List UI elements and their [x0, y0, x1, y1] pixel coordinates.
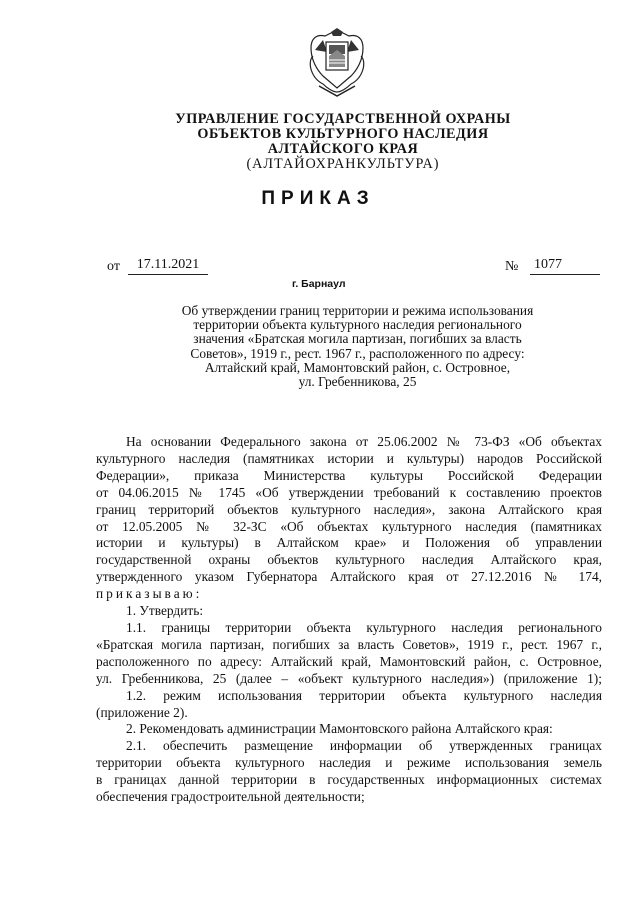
subject-line: значения «Братская могила партизан, погибших за власть	[193, 331, 522, 347]
body-line: расположенного по адресу: Алтайский край, Мамонтовский район, с. Островное,	[96, 653, 602, 669]
body-line: утвержденного указом Губернатора Алтайского края от 27.12.2016 № 174,	[96, 569, 602, 585]
body-line: государственной охраны объектов культурного наследия Алтайского края,	[96, 552, 602, 568]
body-line: 1.1. границы территории объекта культурного наследия регионального	[126, 619, 602, 635]
coat-of-arms-icon	[305, 26, 369, 100]
body-line: 1.2. режим использования территории объекта культурного наследия	[126, 687, 602, 703]
body-line: Федерации», приказа Министерства культуры Российской Федерации	[96, 467, 602, 483]
authority-header	[150, 112, 536, 172]
header-line: УПРАВЛЕНИЕ ГОСУДАРСТВЕННОЙ ОХРАНЫ	[175, 111, 511, 127]
number-label: №	[505, 259, 519, 274]
body-line: границ территорий объектов культурного наследия», закона Алтайского края	[96, 501, 602, 517]
document-subject	[150, 304, 565, 389]
clause-1: 1. Утвердить:	[126, 603, 204, 619]
subject-line: территории объекта культурного наследия регионального	[193, 317, 522, 333]
body-line: от 04.06.2015 № 1745 «Об утверждении требований к составлению проектов	[96, 484, 602, 500]
clause-2: 2. Рекомендовать администрации Мамонтовского района Алтайского края:	[126, 721, 553, 737]
order-word: приказываю:	[96, 586, 203, 602]
body-line: «Братская могила партизан, погибших за власть Советов», 1919 г., рест. 1967 г.,	[96, 636, 602, 652]
body-line: истории и культуры) в Алтайском крае» и Положения об управлении	[96, 535, 602, 551]
header-abbreviation: (АЛТАЙОХРАНКУЛЬТУРА)	[246, 156, 440, 172]
body-line: культурного наследия (памятниках истории и культуры) народов Российской	[96, 450, 602, 466]
header-line: ОБЪЕКТОВ КУЛЬТУРНОГО НАСЛЕДИЯ	[197, 126, 489, 142]
body-line: в границах данной территории в государственных информационных системах	[96, 772, 602, 788]
city-label: г. Барнаул	[292, 278, 346, 290]
body-line: ул. Гребенникова, 25 (далее – «объект культурного наследия») (приложение 1);	[96, 670, 602, 686]
body-line: обеспечения градостроительной деятельности;	[96, 789, 365, 805]
date-label: от	[107, 259, 120, 274]
document-number: 1077	[530, 257, 600, 275]
header-line: АЛТАЙСКОГО КРАЯ	[267, 141, 419, 157]
body-line: На основании Федерального закона от 25.06.2002 № 73-ФЗ «Об объектах	[126, 434, 602, 449]
subject-line: Об утверждении границ территории и режима использования	[181, 303, 534, 318]
document-body	[96, 434, 602, 806]
subject-line: ул. Гребенникова, 25	[298, 374, 417, 390]
body-line: 2.1. обеспечить размещение информации об утвержденных границах	[126, 738, 602, 754]
document-title: ПРИКАЗ	[261, 188, 375, 209]
subject-line: Советов», 1919 г., рест. 1967 г., расположенного по адресу:	[190, 345, 525, 361]
body-line: (приложение 2).	[96, 704, 188, 720]
body-line: территории объекта культурного наследия и режиме использования земель	[96, 755, 602, 771]
document-date: 17.11.2021	[128, 257, 208, 275]
subject-line: Алтайский край, Мамонтовский район, с. Островное,	[204, 359, 511, 375]
body-line: от 12.05.2005 № 32-ЗС «Об объектах культурного наследия (памятниках	[96, 518, 602, 534]
